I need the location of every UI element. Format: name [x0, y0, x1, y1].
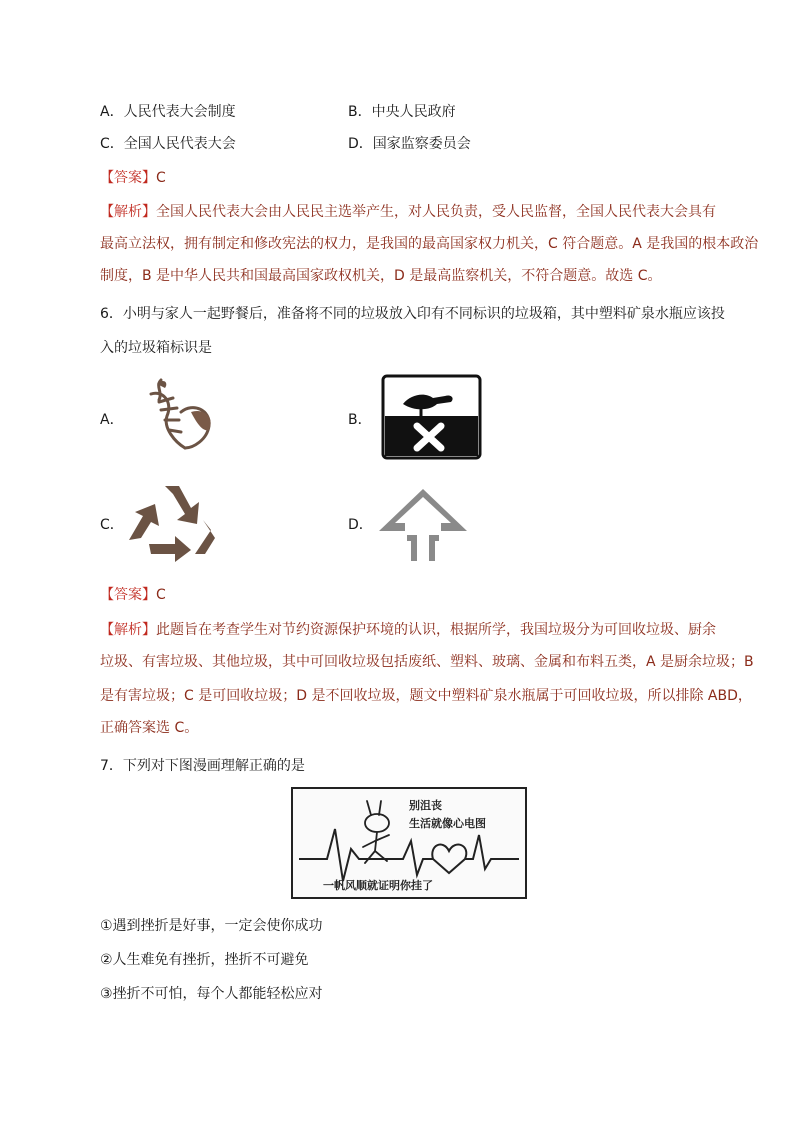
comic-caption: 一帆风顺就证明你挂了: [323, 879, 433, 892]
q6-option-c-letter: C．: [100, 517, 124, 533]
q6-answer: [100, 585, 166, 605]
hazardous-waste-icon: [381, 374, 482, 460]
q6-option-b-letter: B．: [348, 412, 372, 428]
answer-value: C: [156, 587, 166, 603]
q6-option-d-letter: D．: [348, 517, 373, 533]
q6-analysis-line-4: 正确答案选 C。: [100, 720, 199, 736]
q5-option-d: D．国家监察委员会: [348, 136, 471, 152]
answer-tag: 【答案】: [100, 587, 156, 603]
analysis-tag: 【解析】: [100, 204, 156, 220]
q5-analysis-line-3: 制度，B 是中华人民共和国最高国家政权机关，D 是最高监察机关，不符合题意。故选 C。: [100, 268, 662, 284]
recyclable-icon: [125, 482, 218, 562]
analysis-tag: 【解析】: [100, 622, 156, 638]
q7-item-3: ③挫折不可怕，每个人都能轻松应对: [100, 986, 323, 1002]
q6-analysis-line-1: 【解析】此题旨在考查学生对节约资源保护环境的认识，根据所学，我国垃圾分为可回收垃圾、厨余: [100, 622, 716, 638]
q5-option-a: A．人民代表大会制度: [100, 104, 236, 120]
q6-stem-line-1: 6．小明与家人一起野餐后，准备将不同的垃圾放入印有不同标识的垃圾箱，其中塑料矿泉水瓶应该投: [100, 306, 725, 322]
non-recyclable-icon: [377, 487, 469, 565]
comic-title-line-2: 生活就像心电图: [409, 817, 486, 830]
q6-analysis-line-2: 垃圾、有害垃圾、其他垃圾，其中可回收垃圾包括废纸、塑料、玻璃、金属和布料五类，A 是厨余垃圾；B: [100, 654, 754, 670]
q6-analysis-line-3: 是有害垃圾；C 是可回收垃圾；D 是不回收垃圾，题文中塑料矿泉水瓶属于可回收垃圾，所以排除 ABD，: [100, 688, 752, 704]
comic-image: [291, 787, 527, 899]
q5-option-c: C．全国人民代表大会: [100, 136, 236, 152]
q5-analysis-line-2: 最高立法权，拥有制定和修改宪法的权力，是我国的最高国家权力机关，C 符合题意。A 是我国的根本政治: [100, 236, 759, 252]
comic-title-line-1: 别沮丧: [409, 799, 442, 812]
q5-answer: [100, 168, 166, 188]
q6-option-a-letter: A．: [100, 412, 124, 428]
q5-option-b: B．中央人民政府: [348, 104, 456, 120]
q7-item-2: ②人生难免有挫折，挫折不可避免: [100, 952, 309, 968]
answer-value: C: [156, 170, 166, 186]
q7-item-1: ①遇到挫折是好事，一定会使你成功: [100, 918, 323, 934]
q5-analysis-line-1: 【解析】全国人民代表大会由人民民主选举产生，对人民负责，受人民监督，全国人民代表大会具有: [100, 204, 716, 220]
q6-stem-line-2: 入的垃圾箱标识是: [100, 340, 212, 356]
q7-stem: 7．下列对下图漫画理解正确的是: [100, 758, 305, 774]
answer-tag: 【答案】: [100, 170, 156, 186]
kitchen-waste-icon: [133, 372, 225, 460]
